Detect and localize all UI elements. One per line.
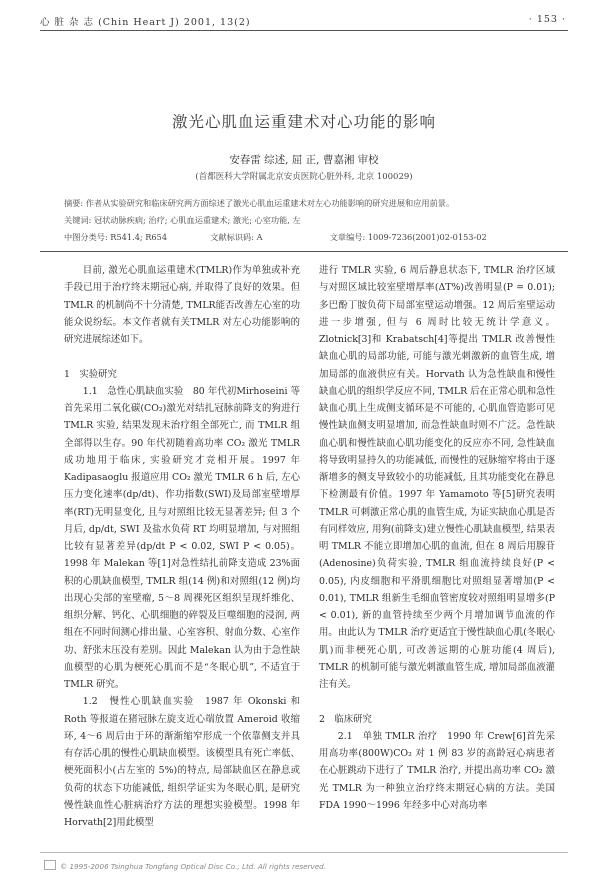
body-paragraph: 1.1 急性心肌缺血实验 80 年代初Mirhoseini 等首先采用二氧化碳(CO₂)激光对结扎冠脉前降支的狗进行 TMLR 实验, 结果发现未治疗组全部死亡, 而 TMLR 组全部得以生存。90 年代初随着高功率 CO₂ 激光 TMLR 成功地用于临床, 实验研究才竞相开展。1997 年 Kadipasaoglu 报道应用 CO₂ 激光 TMLR 6 h 后, 左心压力变化速率(dp/dt)、作功指数(SWI)及局部室壁增厚率(RT)无明显变化, 且与对照组比较无显著差异; 但 3 个月后, dp/dt, SWI 及盐水负荷 RT 均明显增加, 与对照组比较有显著差异(dp/dt P < 0.02, SWI P < 0.05)。1998 年 Malekan 等[1]对急性结扎前降支造成 23%面积的心肌缺血模型, TMLR 组(14 例)和对照组(12 例)均出现心尖部的室壁瘤, 5～8 周裸死区组织呈现纤维化、组织分解、钙化、心肌细胞的碎裂及巨噬细胞的浸润, 两组在不同时间测心排出量、心室容积、射血分数、心室作功、舒张末压没有差别。因此 Malekan 认为由于急性缺血模型的心肌为梗死心肌而不是“冬眠心肌”, 不适宜于 TMLR 研究。: [64, 385, 300, 690]
section-heading: 1 实验研究: [64, 368, 117, 380]
running-header-journal: 心 脏 杂 志 (Chin Heart J) 2001, 13(2): [40, 17, 251, 28]
classification-line: [64, 232, 554, 243]
article-title: 激光心肌血运重建术对心功能的影响: [171, 113, 436, 131]
body-paragraph: 1.2 慢性心肌缺血实验 1987 年 Okonski 和 Roth 等报道在猪冠脉左旋支近心端放置 Ameroid 收缩环, 4～6 周后由于环的渐渐缩窄形成一个依靠侧支并具有存活心肌的慢性心肌缺血模型。该模型具有死亡率低、梗死面积小(占左室的 5%)的特点, 局部缺血区在静息或负荷的状态下功能减低, 组织学证实为冬眠心肌, 是研究慢性缺血性心脏病治疗方法的理想实验模型。1998 年 Horvath[2]用此模型: [64, 696, 300, 828]
abstract-rule: [40, 251, 568, 252]
article-affiliation: (首都医科大学附属北京安贞医院心脏外科, 北京 100029): [195, 172, 413, 182]
abstract: 摘要: 作者从实验研究和临床研究两方面综述了激光心肌血运重建术对左心功能影响的研究进展和应用前景。: [64, 198, 455, 208]
publisher-logo-icon: [44, 860, 56, 870]
paragraph-spacer: [64, 348, 300, 365]
keywords: 关键词: 冠状动脉疾病; 治疗; 心肌血运重建术; 激光; 心室功能, 左: [64, 215, 301, 225]
body-paragraph: 2.1 单独 TMLR 治疗 1990 年 Crew[6]首先采用高功率(800W)CO₂ 对 1 例 83 岁的高龄冠心病患者在心脏跳动下进行了 TMLR 治疗, 并提出高功率 CO₂ 激光 TMLR 为一种独立治疗终末期冠心病的方法。美国 FDA 1990～1996 年经多中心对高功率: [319, 730, 555, 811]
document-code: 文献标识码: A: [210, 232, 263, 242]
right-column: [319, 262, 555, 814]
article-authors: 安春雷 综述, 屈 正, 曹嘉湘 审校: [229, 154, 379, 166]
footer-rule: [40, 852, 568, 853]
copyright-footer: [44, 860, 326, 871]
body-paragraph: 目前, 激光心肌血运重建术(TMLR)作为单独或补充手段已用于治疗终末期冠心病, 并取得了良好的效果。但 TMLR 的机制尚不十分清楚, TMLR能否改善左心室的功能众说纷纭。本文作者就有关TMLR 对左心功能影响的研究进展综述如下。: [64, 265, 300, 345]
clc-number: 中图分类号: R541.4; R654: [64, 232, 168, 242]
header-rule: [40, 30, 568, 31]
paragraph-spacer: [319, 693, 555, 710]
copyright-text: © 1995-2006 Tsinghua Tongfang Optical Disc Co., Ltd. All rights reserved.: [60, 862, 327, 871]
body-paragraph: 进行 TMLR 实验, 6 周后静息状态下, TMLR 治疗区域与对照区域比较室壁增厚率(ΔT%)改善明显(P = 0.01); 多巴酚丁胺负荷下局部室壁运动增强。12 周后室壁运动进一步增强, 但与 6 周时比较无统计学意义。Zlotnick[3]和 Krabatsch[4]等提出 TMLR 改善慢性缺血心肌的局部功能, 可能与激光刺激新的血管生成, 增加局部的血液供应有关。Horvath 认为急性缺血和慢性缺血心肌的组织学反应不同, TMLR 后在正常心肌和急性缺血心肌上生成侧支循环是不可能的, 心肌血管造影可见慢性缺血侧支明显增加, 而急性缺血时则不广泛。急性缺血心肌和慢性缺血心肌功能变化的反应亦不同, 急性缺血将导致明显持久的功能减低, 而慢性的冠脉缩窄将由于逐渐增多的侧支导致较小的功能减低, 且其功能变化在静息下检测最有价值。1997 年 Yamamoto 等[5]研究表明 TMLR 可刺激正常心肌的血管生成, 为证实缺血心肌是否有同样效应, 用狗(前降支)建立慢性心肌缺血模型, 结果表明 TMLR 不能立即增加心肌的血流, 但在 8 周后用腺苷(Adenosine)负荷实验, TMLR 组血流持续良好(P < 0.05), 内皮细胞和平滑肌细胞比对照组显著增加(P < 0.01), TMLR 组新生毛细血管密度较对照组明显增多(P < 0.01), 新的血管持续至少两个月增加调节血流的作用。由此认为 TMLR 治疗更适宜于慢性缺血心肌(冬眠心肌)而非梗死心肌, 可改善远期的心脏功能(4 周后), TMLR 的机制可能与激光刺激血管生成, 增加局部血液灌注有关。: [319, 265, 555, 690]
left-column: [64, 262, 300, 831]
running-header-page-number: · 153 ·: [528, 14, 566, 25]
article-number: 文章编号: 1009-7236(2001)02-0153-02: [329, 232, 487, 242]
section-heading: 2 临床研究: [319, 713, 372, 725]
